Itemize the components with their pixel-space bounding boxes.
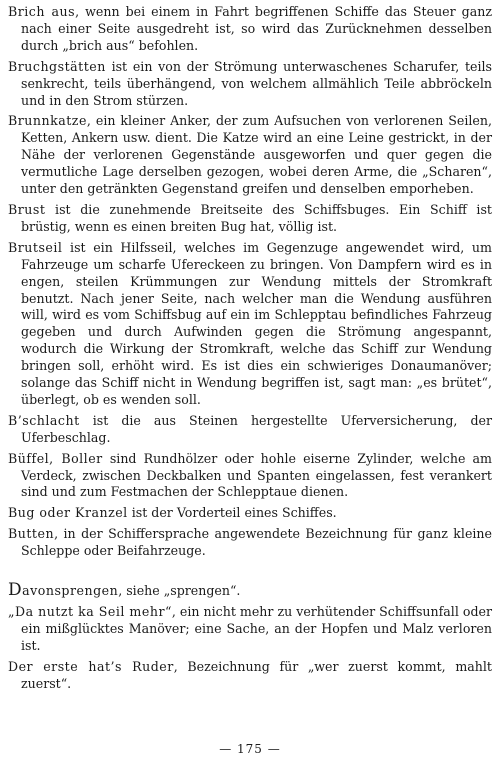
entry-headword: Brust [8, 201, 46, 217]
entry-brich-aus [8, 4, 492, 55]
entry-headword: Brunnkatze [8, 113, 87, 129]
entry-bueffel-boller [8, 451, 492, 502]
entry-definition: , ein nicht mehr zu verhütender Schiffsunfall oder ein mißglücktes Manöver; eine Sache, an der Hopfen und Malz verloren ist. [21, 604, 492, 653]
entry-brunnkatze [8, 113, 492, 198]
entry-headword: Bruchgstätten [8, 58, 106, 74]
entry-definition: ist die zunehmende Breitseite des Schiffsbuges. Ein Schiff ist brüstig, wenn es einen breiten Bug hat, völlig ist. [21, 201, 492, 234]
entry-headword: „Da nutzt ka Seil mehr“ [8, 604, 172, 619]
entry-bruchgstaetten [8, 59, 492, 110]
entry-bschlacht [8, 413, 492, 447]
entry-headword: Bug oder Kranzel [8, 505, 128, 521]
entry-definition: , in der Schiffersprache angewendete Bezeichnung für ganz kleine Schleppe oder Beifahrzeuge. [21, 526, 492, 559]
entry-butten [8, 526, 492, 560]
section-gap [8, 564, 492, 582]
entry-definition: , wenn bei einem in Fahrt begriffenen Schiffe das Steuer ganz nach einer Seite ausgedreht ist, so wird das Zurücknehmen desselben durch „brich aus“ befohlen. [21, 4, 492, 53]
entry-headword: Butten [8, 526, 55, 542]
entry-definition: ist die aus Steinen hergestellte Uferversicherung, der Uferbeschlag. [21, 412, 492, 445]
entry-definition: , Bezeichnung für „wer zuerst kommt, mahlt zuerst“. [21, 658, 492, 691]
entry-der-erste-hats-ruder [8, 659, 492, 693]
entry-definition: ist der Vorderteil eines Schiffes. [127, 505, 337, 521]
entry-bug-oder-kranzel [8, 505, 492, 522]
entry-davonsprengen [8, 582, 492, 600]
entry-headword: B’schlacht [8, 412, 80, 428]
entry-definition: , ein kleiner Anker, der zum Aufsuchen von verlorenen Seilen, Ketten, Ankern usw. dient. Die Katze wird an eine Leine gestrickt, in der Nähe der verlorenen Gegenstände ausgeworfen und quer gegen die vermutliche Lage derselben gezogen, wobei deren Arme, die „Scharen“, unter den getränkten Gegenstand greifen und denselben emporheben. [21, 113, 492, 197]
entry-headword: avonsprengen [22, 583, 119, 599]
entry-brust [8, 202, 492, 236]
entry-headword: Brutseil [8, 239, 63, 255]
dictionary-page [8, 4, 492, 697]
page-number: — 175 — [219, 742, 281, 756]
entry-brutseil [8, 240, 492, 409]
entry-da-nutzt-ka-seil-mehr [8, 604, 492, 655]
entry-headword: Der erste hat’s Ruder [8, 658, 174, 674]
entry-headword: Brich aus [8, 4, 76, 19]
entry-definition: ist ein von der Strömung unterwaschenes Scharufer, teils senkrecht, teils überhängend, von welchem allmählich Teile abbröckeln und in den Strom stürzen. [21, 58, 492, 108]
section-initial-letter: D [8, 580, 23, 601]
entry-definition: ist ein Hilfsseil, welches im Gegenzuge angewendet wird, um Fahrzeuge um scharfe Ufereckeen zu bringen. Von Dampfern wird es in engen, steilen Krümmungen zur Wendung mittels der Stromkraft benutzt. Nach jener Seite, nach welcher man die Wendung ausführen will, wird es vom Schiffsbug auf ein im Schlepptau befindliches Fahrzeug gegeben und durch Aufwinden gegen die Strömung angespannt, wodurch die Wirkung der Stromkraft, welche das Schiff zur Wendung bringen soll, erhöht wird. Es ist dies ein schwieriges Donaumanöver; solange das Schiff nicht in Wendung begriffen ist, sagt man: „es brütet“, überlegt, ob es wenden soll. [21, 239, 492, 407]
entry-definition: , siehe „sprengen“. [118, 583, 241, 599]
entry-definition: sind Rundhölzer oder hohle eiserne Zylinder, welche am Verdeck, zwischen Deckbalken und Spanten eingelassen, fest verankert sind und zum Festmachen der Schlepptaue dienen. [21, 450, 492, 500]
entry-headword: Büffel, Boller [8, 450, 103, 466]
